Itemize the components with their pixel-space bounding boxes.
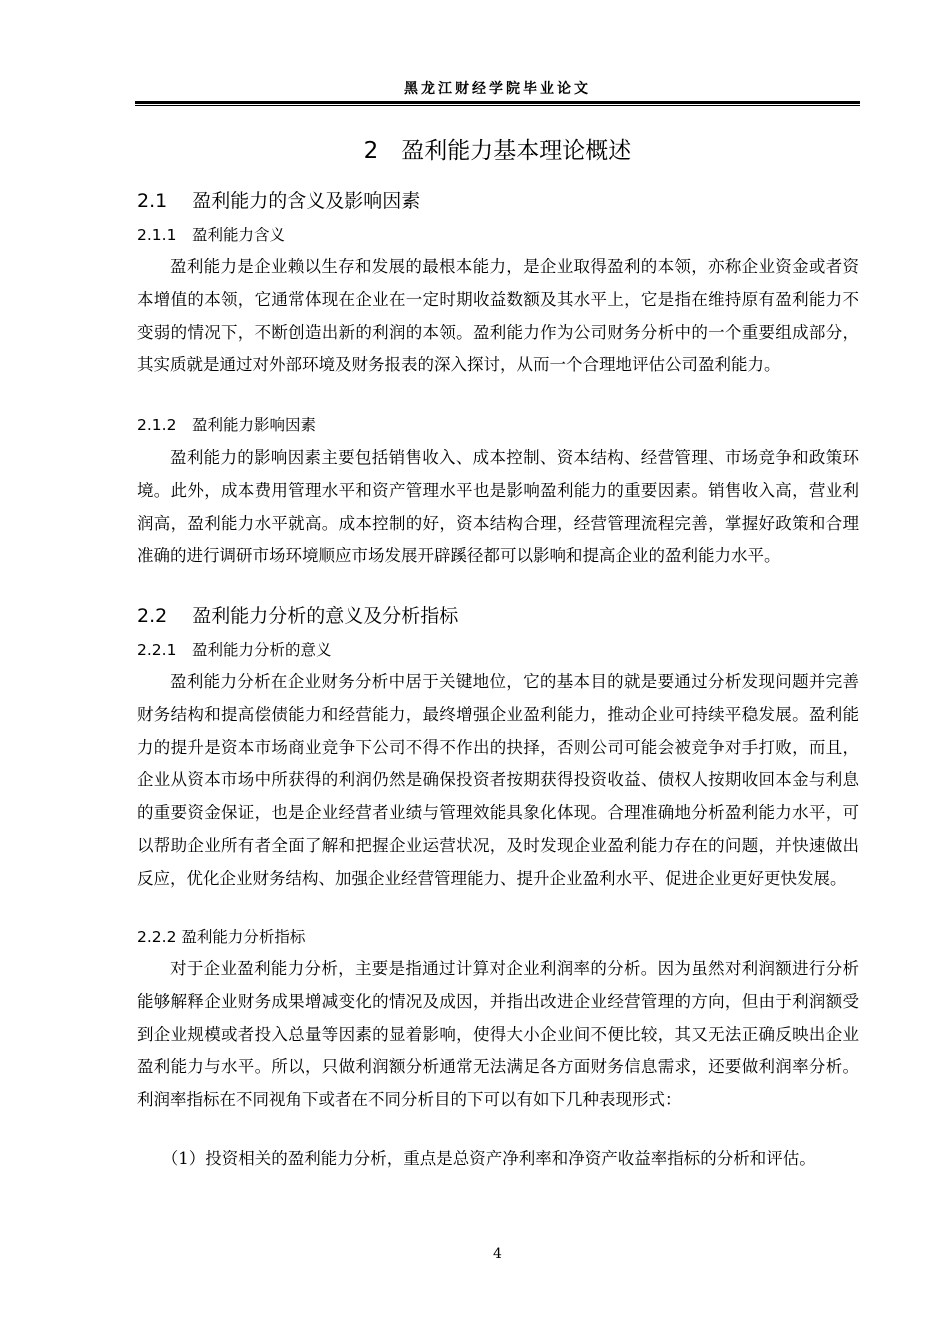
chapter-title: 2 盈利能力基本理论概述 — [363, 138, 632, 164]
header-rule-thick — [135, 101, 860, 104]
subsection-heading-2-2-1: 2.2.1 盈利能力分析的意义 — [137, 641, 332, 659]
paragraph-2-1-1: 盈利能力是企业赖以生存和发展的最根本能力，是企业取得盈利的本领，亦称企业资金或者资本增值的本领，它通常体现在企业在一定时期收益数额及其水平上，它是指在维持原有盈利能力不变弱的情况下，不断创造出新的利润的本领。盈利能力作为公司财务分析中的一个重要组成部分，其实质就是通过对外部环境及财务报表的深入探讨，从而一个合理地评估公司盈利能力。 — [137, 257, 859, 375]
section-heading-2-2: 2.2 盈利能力分析的意义及分析指标 — [137, 605, 459, 627]
paragraph-2-2-2: 对于企业盈利能力分析，主要是指通过计算对企业利润率的分析。因为虽然对利润额进行分析能够解释企业财务成果增减变化的情况及成因，并指出改进企业经营管理的方向，但由于利润额受到企业规模或者投入总量等因素的显着影响，使得大小企业间不便比较，其又无法正确反映出企业盈利能力与水平。所以，只做利润额分析通常无法满足各方面财务信息需求，还要做利润率分析。利润率指标在不同视角下或者在不同分析目的下可以有如下几种表现形式： — [137, 959, 859, 1110]
subsection-heading-2-1-1: 2.1.1 盈利能力含义 — [137, 226, 285, 244]
running-header: 黑龙江财经学院毕业论文 — [404, 81, 591, 97]
paragraph-2-1-2: 盈利能力的影响因素主要包括销售收入、成本控制、资本结构、经营管理、市场竞争和政策环境。此外，成本费用管理水平和资产管理水平也是影响盈利能力的重要因素。销售收入高，营业利润高，盈利能力水平就高。成本控制的好，资本结构合理，经营管理流程完善，掌握好政策和合理准确的进行调研市场环境顺应市场发展开辟蹊径都可以影响和提高企业的盈利能力水平。 — [137, 448, 859, 566]
page-number: 4 — [493, 1246, 502, 1262]
list-item-1: （1）投资相关的盈利能力分析，重点是总资产净利率和净资产收益率指标的分析和评估。 — [161, 1149, 816, 1168]
subsection-heading-2-1-2: 2.1.2 盈利能力影响因素 — [137, 416, 316, 434]
subsection-heading-2-2-2: 2.2.2 盈利能力分析指标 — [137, 928, 306, 946]
section-heading-2-1: 2.1 盈利能力的含义及影响因素 — [137, 190, 421, 212]
header-rule-thin — [135, 105, 860, 106]
paragraph-2-2-1: 盈利能力分析在企业财务分析中居于关键地位，它的基本目的就是要通过分析发现问题并完善财务结构和提高偿债能力和经营能力，最终增强企业盈利能力，推动企业可持续平稳发展。盈利能力的提升是资本市场商业竞争下公司不得不作出的抉择，否则公司可能会被竞争对手打败，而且，企业从资本市场中所获得的利润仍然是确保投资者按期获得投资收益、债权人按期收回本金与利息的重要资金保证，也是企业经营者业绩与管理效能具象化体现。合理准确地分析盈利能力水平，可以帮助企业所有者全面了解和把握企业运营状况，及时发现企业盈利能力存在的问题，并快速做出反应，优化企业财务结构、加强企业经营管理能力、提升企业盈利水平、促进企业更好更快发展。 — [137, 672, 859, 888]
